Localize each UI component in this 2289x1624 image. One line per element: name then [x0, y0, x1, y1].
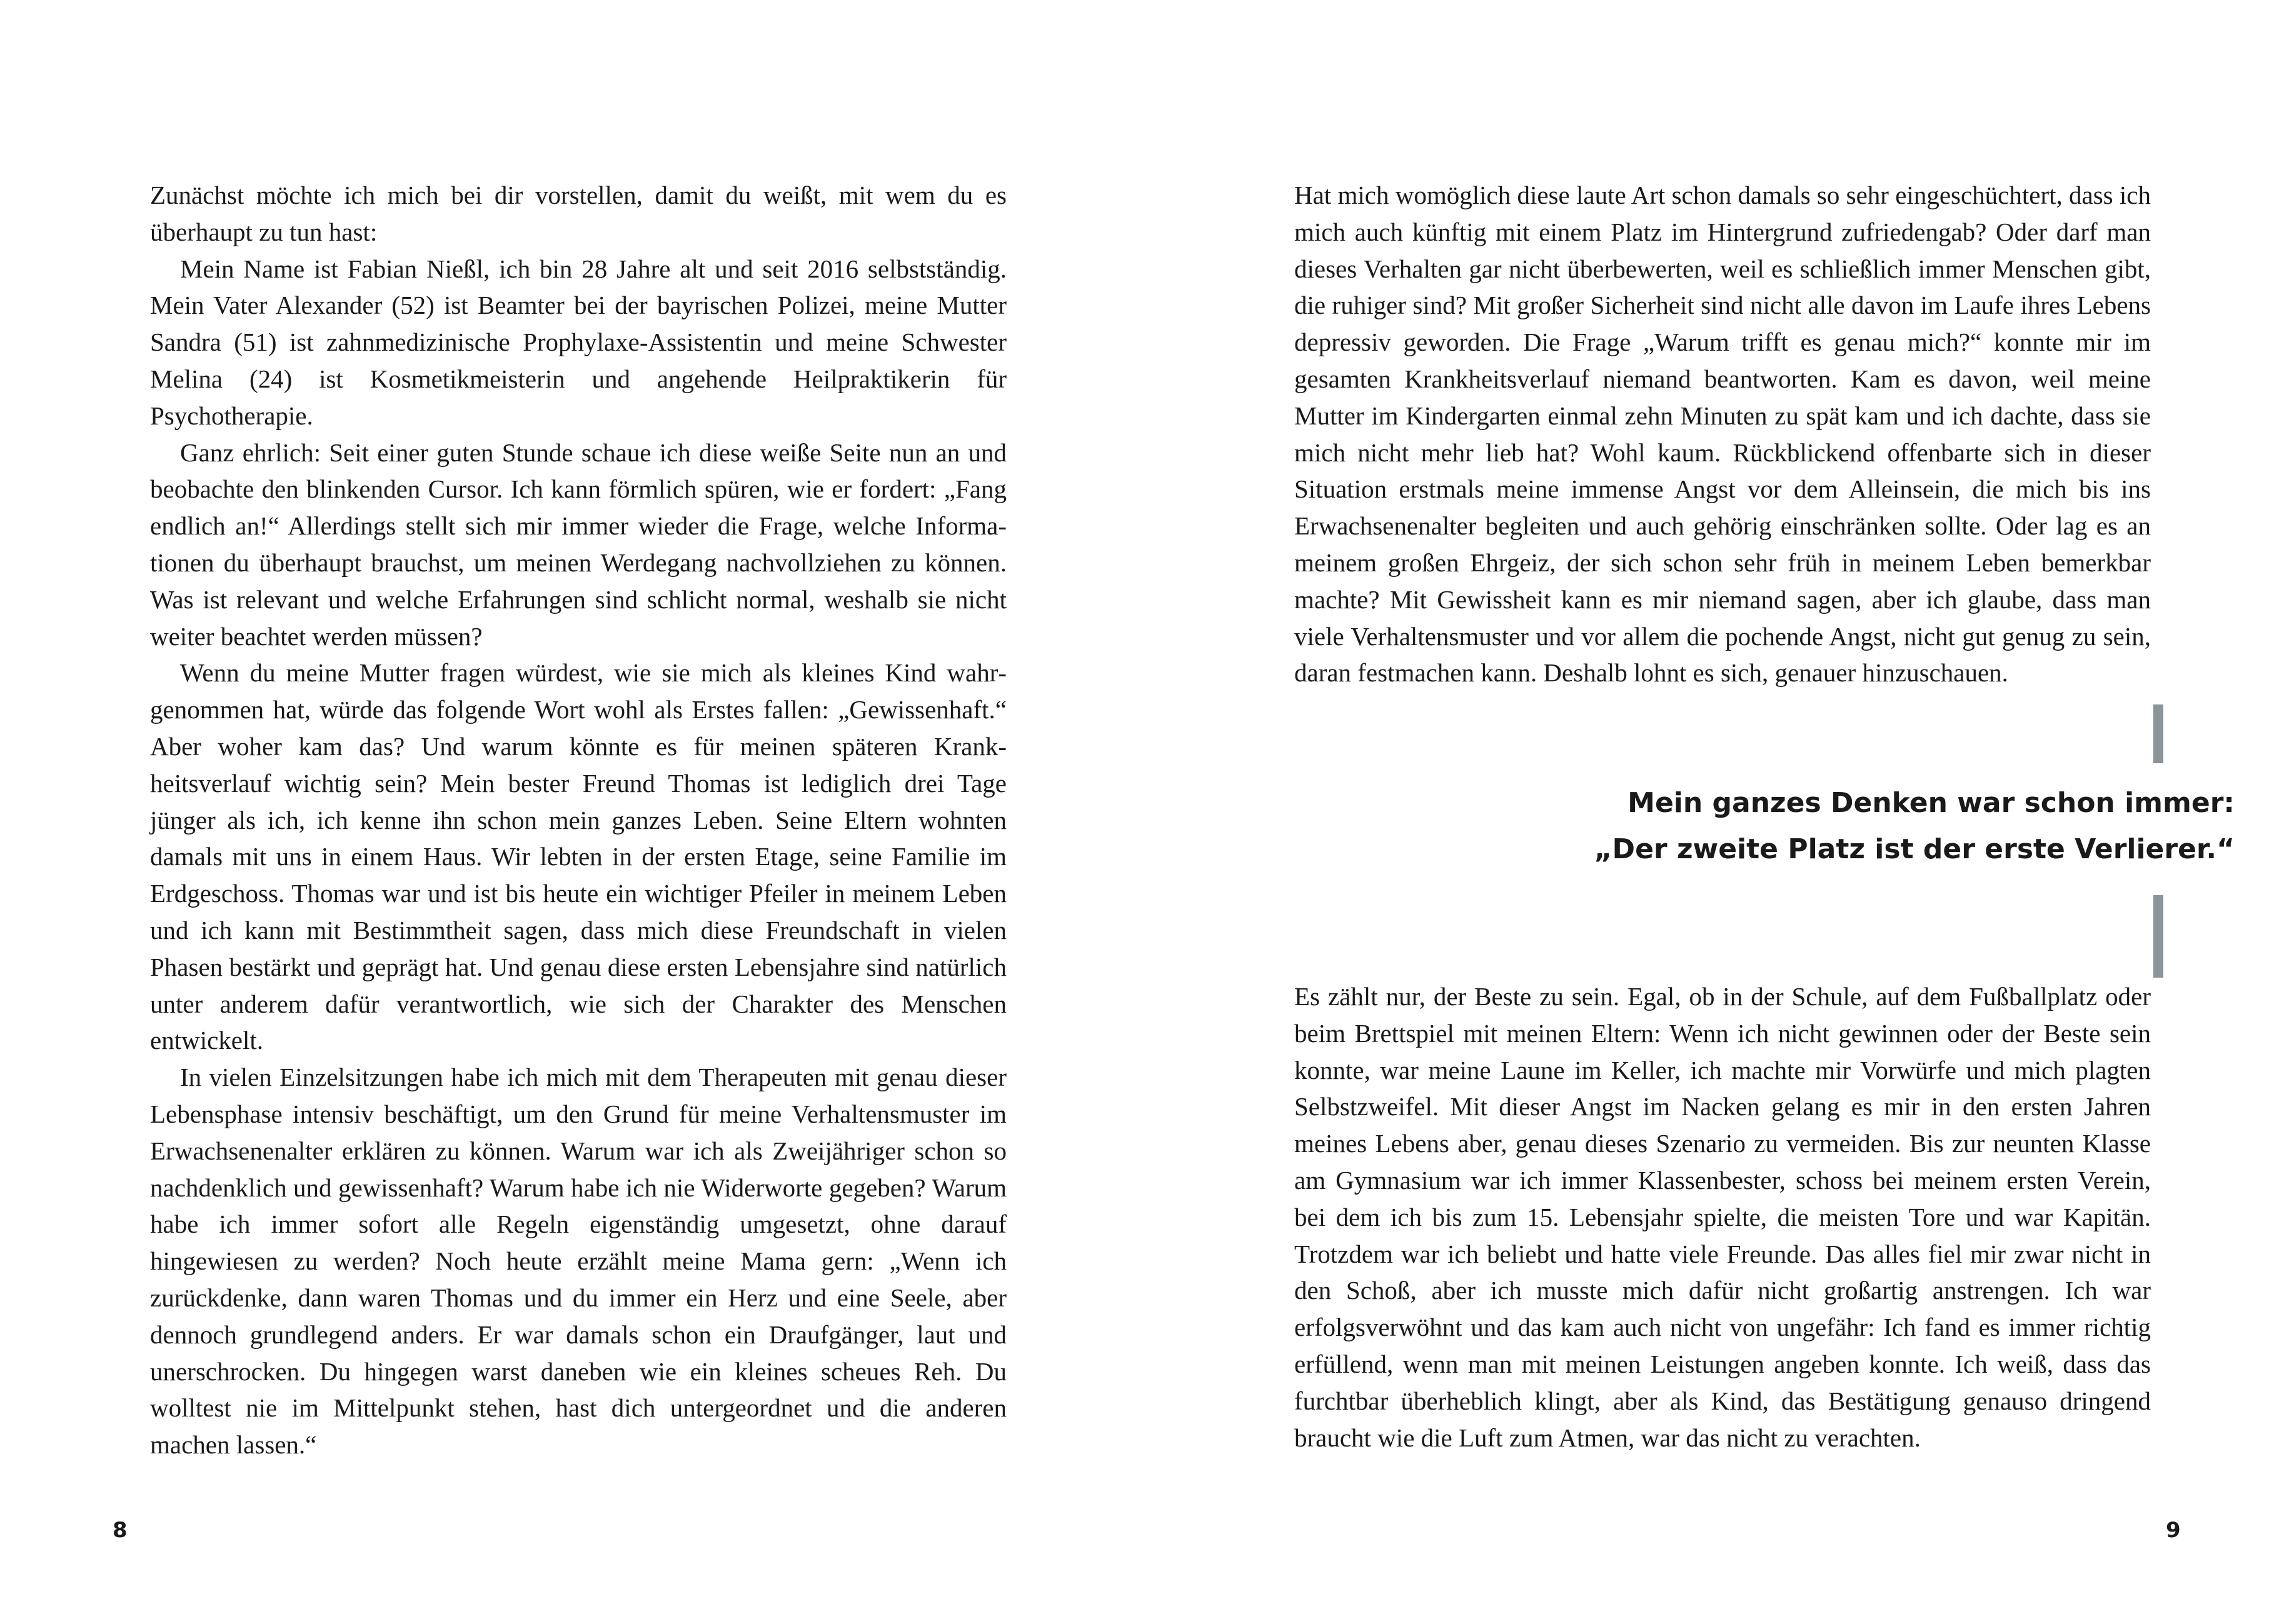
pull-quote-line: „Der zweite Platz ist der erste Verlierer.“: [1594, 833, 2235, 865]
paragraph: Zunächst möchte ich mich bei dir vorstellen, damit du weißt, mit wem du es überhaupt zu tun hast:: [150, 181, 1007, 246]
right-page-body-bottom: [1294, 978, 2151, 1456]
pull-quote-bar-top: [2153, 704, 2163, 763]
paragraph: In vielen Einzelsitzungen habe ich mich mit dem Therapeuten mit genau dieser Lebensphase intensiv beschäftigt, um den Grund für meine Verhaltensmuster im Erwachsenenalter erklären zu können. Warum war ich als Zweijähriger schon so nachdenklich und gewissenhaft? Warum habe ich nie Widerworte gegeben? Warum habe ich immer sofort alle Regeln eigenständig umgesetzt, ohne darauf hingewiesen zu werden? Noch heute erzählt meine Mama gern: „Wenn ich zurückdenke, dann waren Thomas und du immer ein Herz und eine Seele, aber dennoch grundlegend anders. Er war damals schon ein Draufgänger, laut und unerschrocken. Du hingegen warst daneben wie ein kleines scheues Reh. Du wolltest nie im Mittelpunkt stehen, hast dich untergeordnet und die anderen machen lassen.“: [150, 1063, 1007, 1460]
paragraph: Mein Name ist Fabian Nießl, ich bin 28 Jahre alt und seit 2016 selbstständig. Mein Vater Alexander (52) ist Beamter bei der bayrischen Polizei, meine Mutter Sandra (51) ist zahnmedizinische Prophylaxe-Assistentin und meine Schwester Melina (24) ist Kosmetikmeisterin und angehende Heilpraktikerin für Psychotherapie.: [150, 254, 1007, 430]
paragraph: Es zählt nur, der Beste zu sein. Egal, ob in der Schule, auf dem Fußballplatz oder beim Brettspiel mit meinen Eltern: Wenn ich nicht gewinnen oder der Beste sein konnte, war meine Laune im Keller, ich machte mir Vorwürfe und mich plagten Selbstzweifel. Mit dieser Angst im Nacken gelang es mir in den ersten Jahren meines Lebens aber, genau dieses Szenario zu vermeiden. Bis zur neunten Klasse am Gymnasium war ich immer Klassenbester, schoss bei meinem ersten Verein, bei dem ich bis zum 15. Lebensjahr spielte, die meisten Tore und war Kapitän. Trotzdem war ich beliebt und hatte viele Freunde. Das alles fiel mir zwar nicht in den Schoß, aber ich musste mich dafür nicht großartig anstrengen. Ich war erfolgsverwöhnt und das kam auch nicht von ungefähr: Ich fand es immer richtig erfüllend, wenn man mit meinen Leistungen angeben konnte. Ich weiß, dass das furchtbar überheblich klingt, aber als Kind, das Bestätigung genauso dringend braucht wie die Luft zum Atmen, war das nicht zu verachten.: [1294, 982, 2151, 1452]
pull-quote-line: Mein ganzes Denken war schon immer:: [1627, 787, 2235, 819]
pull-quote: [1457, 780, 2235, 873]
right-page: [1144, 0, 2289, 1624]
paragraph: Ganz ehrlich: Seit einer guten Stunde schaue ich diese weiße Seite nun an und beobachte den blinkenden Cursor. Ich kann förmlich spüren, wie er fordert: „Fang endlich an!“ Allerdings stellt sich mir immer wieder die Frage, welche Informationen du überhaupt brauchst, um meinen Werdegang nachvollziehen zu können. Was ist relevant und welche Erfahrungen sind schlicht normal, weshalb sie nicht weiter beachtet werden müssen?: [150, 438, 1007, 651]
right-page-body-top: [1294, 177, 2151, 691]
page-number: 8: [113, 1518, 128, 1543]
pull-quote-bar-bottom: [2153, 895, 2163, 978]
left-page: [0, 0, 1144, 1624]
paragraph: Wenn du meine Mutter fragen würdest, wie sie mich als kleines Kind wahrgenommen hat, würde das folgende Wort wohl als Erstes fallen: „Gewissenhaft.“ Aber woher kam das? Und warum könnte es für meinen späteren Krankheitsverlauf wichtig sein? Mein bester Freund Thomas ist lediglich drei Tage jünger als ich, ich kenne ihn schon mein ganzes Leben. Seine Eltern wohnten damals mit uns in einem Haus. Wir lebten in der ersten Etage, seine Familie im Erdgeschoss. Thomas war und ist bis heute ein wichtiger Pfeiler in meinem Leben und ich kann mit Bestimmtheit sagen, dass mich diese Freundschaft in vielen Phasen bestärkt und geprägt hat. Und genau diese ersten Lebensjahre sind natürlich unter anderem dafür verantwortlich, wie sich der Charakter des Menschen entwickelt.: [150, 658, 1007, 1055]
paragraph: Hat mich womöglich diese laute Art schon damals so sehr eingeschüchtert, dass ich mich auch künftig mit einem Platz im Hintergrund zufriedengab? Oder darf man dieses Verhalten gar nicht überbewerten, weil es schließlich immer Menschen gibt, die ruhiger sind? Mit großer Sicherheit sind nicht alle davon im Laufe ihres Lebens depressiv geworden. Die Frage „Warum trifft es genau mich?“ konnte mir im gesamten Krankheitsverlauf niemand beantworten. Kam es davon, weil meine Mutter im Kindergarten einmal zehn Minuten zu spät kam und ich dachte, dass sie mich nicht mehr lieb hat? Wohl kaum. Rückblickend offenbarte sich in dieser Situation erstmals meine immense Angst vor dem Alleinsein, die mich bis ins Erwachsenenalter begleiten und auch gehörig einschränken sollte. Oder lag es an meinem großen Ehrgeiz, der sich schon sehr früh in meinem Leben bemerkbar machte? Mit Gewissheit kann es mir niemand sagen, aber ich glaube, dass man viele Verhaltensmuster und vor allem die pochende Angst, nicht gut genug zu sein, daran festmachen kann. Deshalb lohnt es sich, genauer hinzuschauen.: [1294, 181, 2151, 688]
page-number: 9: [2166, 1518, 2181, 1543]
left-page-body: [150, 177, 1007, 1463]
